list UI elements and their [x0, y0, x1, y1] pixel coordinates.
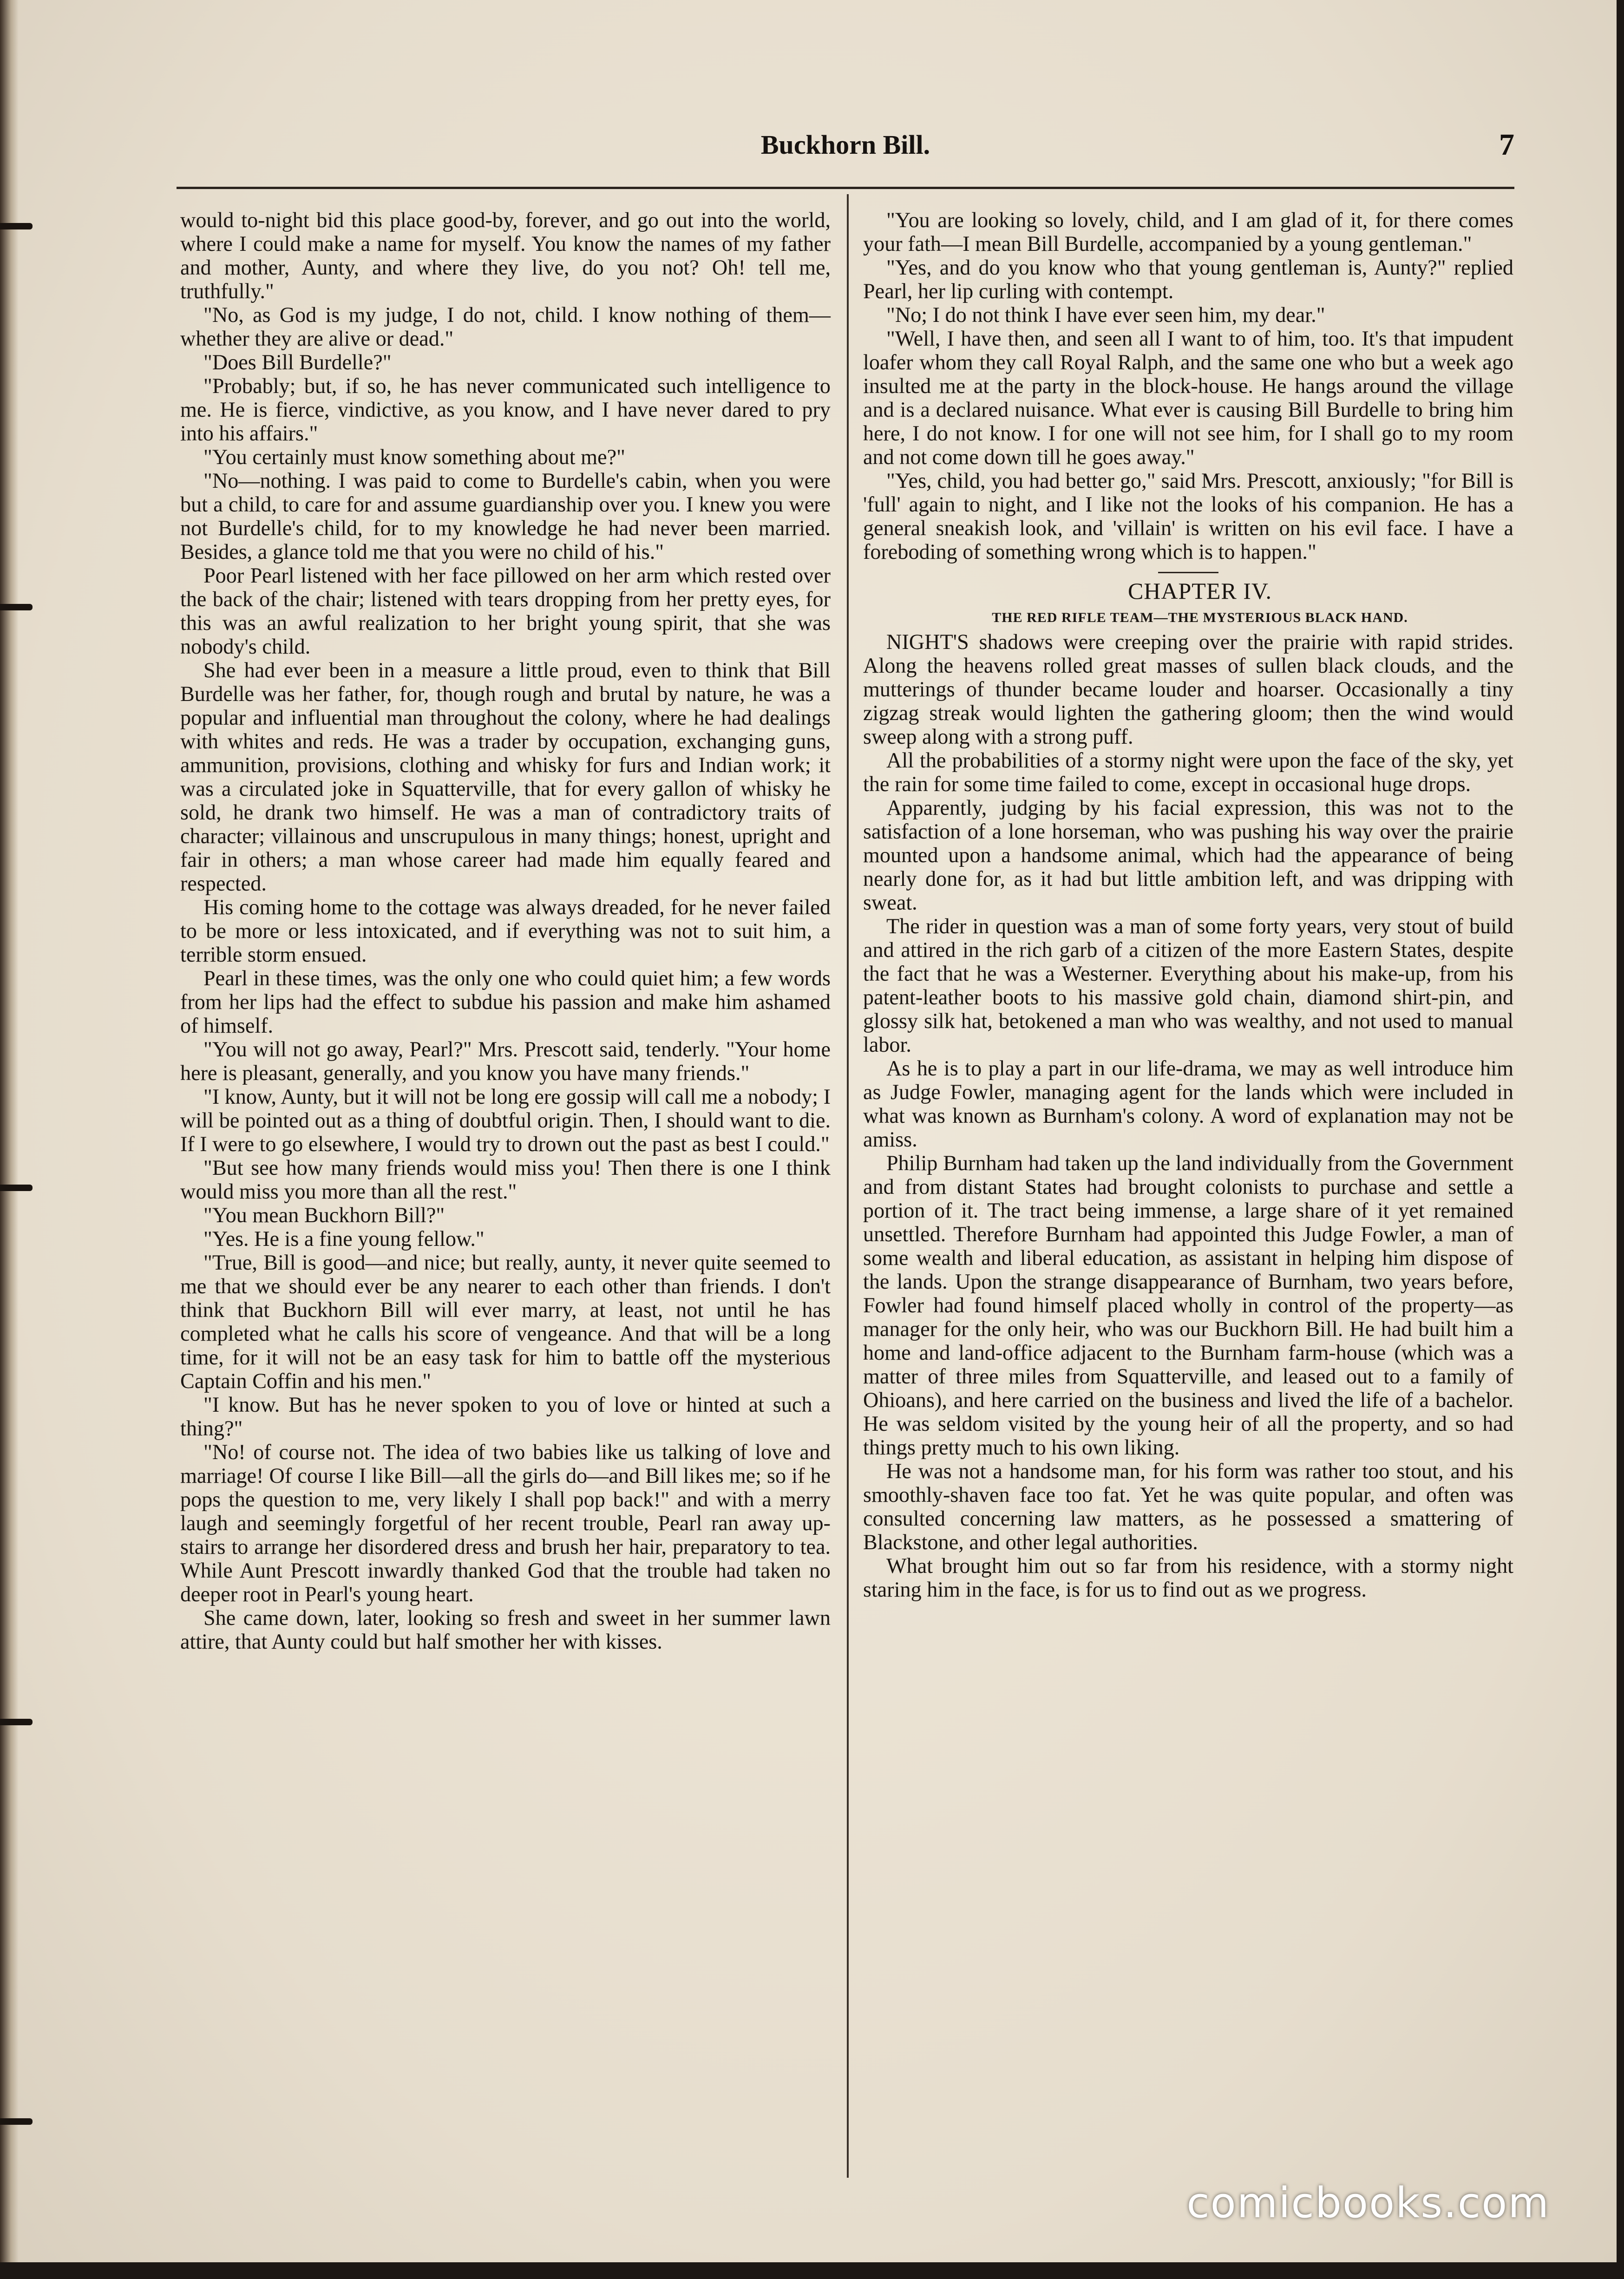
binding-stitch [0, 223, 33, 229]
column-divider [847, 194, 849, 2178]
paragraph: Poor Pearl listened with her face pillowed on her arm which rested over the back of the chair; listened with tears dropping from her pretty eyes, for this was an awful realization to her bright young spirit, that she was nobody's child. [180, 563, 831, 658]
paragraph: Apparently, judging by his facial expression, this was not to the satisfaction of a lone horseman, who was pushing his way over the prairie mounted upon a handsome animal, which had the appearance of being nearly done for, as it had but little ambition left, and was dripping with sweat. [863, 796, 1513, 914]
paragraph: "You certainly must know something about me?" [203, 445, 625, 469]
paragraph: "Does Bill Burdelle?" [203, 350, 392, 374]
paragraph: Philip Burnham had taken up the land individually from the Government and from distant States had brought colonists to purchase and settle a portion of it. The tract being immense, a large share of it yet remained unsettled. Therefore Burnham had appointed this Judge Fowler, a man of some wealth and liberal education, as assistant in helping him dispose of the lands. Upon the strange disappearance of Burnham, two years before, Fowler had found himself placed wholly in control of the property—as manager for the only heir, who was our Buckhorn Bill. He had built him a home and land-office adjacent to the Burnham farm-house (which was a matter of three miles from Squatterville, and leased out to a family of Ohioans), and here carried on the business and lived the life of a bachelor. He was seldom visited by the young heir of all the property, and so had things pretty much to his own liking. [863, 1151, 1513, 1459]
running-head [177, 129, 1514, 171]
paragraph: "I know, Aunty, but it will not be long ere gossip will call me a nobody; I will be pointed out as a thing of doubtful origin. Then, I should want to die. If I were to go elsewhere, I would try to drown out the past as best I could." [180, 1085, 831, 1156]
paragraph: "But see how many friends would miss you! Then there is one I think would miss you more than all the rest." [180, 1156, 831, 1203]
binding-stitch [0, 1185, 33, 1191]
binding-stitch [0, 2118, 33, 2125]
right-column [863, 208, 1513, 1601]
page-number: 7 [1499, 128, 1514, 162]
page-title: Buckhorn Bill. [760, 130, 930, 160]
paragraph: "Yes, child, you had better go," said Mrs. Prescott, anxiously; "for Bill is 'full' again to night, and I like not the looks of his companion. He has a general sneakish look, and 'villain' is written on his evil face. I have a foreboding of something wrong which is to happen." [863, 469, 1513, 563]
chapter-subtitle: THE RED RIFLE TEAM—THE MYSTERIOUS BLACK HAND. [992, 610, 1408, 625]
paragraph: "I know. But has he never spoken to you of love or hinted at such a thing?" [180, 1393, 831, 1440]
paragraph: Pearl in these times, was the only one who could quiet him; a few words from her lips had the effect to subdue his passion and make him ashamed of himself. [180, 966, 831, 1037]
paragraph: "Well, I have then, and seen all I want to of him, too. It's that impudent loafer whom they call Royal Ralph, and the same one who but a week ago insulted me at the party in the block-house. He hangs around the village and is a declared nuisance. What ever is causing Bill Burdelle to bring him here, I do not know. I for one will not see him, for I shall go to my room and not come down till he goes away." [863, 327, 1513, 469]
paragraph: "You mean Buckhorn Bill?" [203, 1203, 445, 1227]
watermark: comicbooks.com [1186, 2179, 1550, 2227]
paragraph: "No; I do not think I have ever seen him, my dear." [886, 303, 1325, 327]
paragraph: "You are looking so lovely, child, and I am glad of it, for there comes your fath—I mean Bill Burdelle, accompanied by a young gentleman." [863, 208, 1513, 255]
binding-stitch [0, 1719, 33, 1725]
paragraph: His coming home to the cottage was always dreaded, for he never failed to be more or less intoxicated, and if everything was not to suit him, a terrible storm ensued. [180, 895, 831, 966]
paragraph: He was not a handsome man, for his form was rather too stout, and his smoothly-shaven face too fat. Yet he was quite popular, and often was consulted concerning law matters, as he possessed a smattering of Blackstone, and other legal authorities. [863, 1459, 1513, 1554]
chapter-rule [1158, 572, 1218, 573]
header-rule [177, 187, 1514, 189]
paragraph: "True, Bill is good—and nice; but really, aunty, it never quite seemed to me that we should ever be any nearer to each other than friends. I don't think that Buckhorn Bill will ever marry, at least, not until he has completed what he calls his score of vengeance. And that will be a long time, for it will not be an easy task for him to battle off the mysterious Captain Coffin and his men." [180, 1251, 831, 1393]
paragraph: NIGHT'S shadows were creeping over the prairie with rapid strides. Along the heavens rolled great masses of sullen black clouds, and the mutterings of thunder became louder and hoarser. Occasionally a tiny zigzag streak would lighten the gathering gloom; then the wind would sweep along with a strong puff. [863, 630, 1513, 748]
paragraph: "Yes. He is a fine young fellow." [203, 1227, 485, 1251]
paragraph: "No—nothing. I was paid to come to Burdelle's cabin, when you were but a child, to care for and assume guardianship over you. I knew you were not Burdelle's child, for to my knowledge he had never been married. Besides, a glance told me that you were no child of his." [180, 469, 831, 563]
paragraph: She had ever been in a measure a little proud, even to think that Bill Burdelle was her father, for, though rough and brutal by nature, he was a popular and influential man throughout the colony, where he had dealings with whites and reds. He was a trader by occupation, exchanging guns, ammunition, provisions, clothing and whisky for furs and Indian work; it was a circulated joke in Squatterville, that for every gallon of whisky he sold, he drank two himself. He was a man of contradictory traits of character; villainous and unscrupulous in many things; honest, upright and fair in others; a man whose career had made him equally feared and respected. [180, 658, 831, 895]
paragraph: "You will not go away, Pearl?" Mrs. Prescott said, tenderly. "Your home here is pleasant, generally, and you know you have many friends." [180, 1037, 831, 1085]
paragraph: "No! of course not. The idea of two babies like us talking of love and marriage! Of course I like Bill—all the girls do—and Bill likes me; so if he pops the question to me, very likely I shall pop back!" and with a merry laugh and seemingly forgetful of her recent trouble, Pearl ran away up-stairs to arrange her disordered dress and brush her hair, preparatory to tea. While Aunt Prescott inwardly thanked God that the trouble had taken no deeper root in Pearl's young heart. [180, 1440, 831, 1606]
paragraph: All the probabilities of a stormy night were upon the face of the sky, yet the rain for some time failed to come, except in occasional huge drops. [863, 748, 1513, 796]
paragraph: The rider in question was a man of some forty years, very stout of build and attired in the rich garb of a citizen of the more Eastern States, despite the fact that he was a Westerner. Everything about his make-up, from his patent-leather boots to his massive gold chain, diamond shirt-pin, and glossy silk hat, betokened a man who was wealthy, and not used to manual labor. [863, 914, 1513, 1056]
paragraph: As he is to play a part in our life-drama, we may as well introduce him as Judge Fowler, managing agent for the lands which were included in what was known as Burnham's colony. A word of explanation may not be amiss. [863, 1056, 1513, 1151]
binding-shadow [0, 0, 19, 2262]
paragraph: "No, as God is my judge, I do not, child. I know nothing of them—whether they are alive or dead." [180, 303, 831, 350]
paragraph: "Probably; but, if so, he has never communicated such intelligence to me. He is fierce, vindictive, as you know, and I have never dared to pry into his affairs." [180, 374, 831, 445]
paragraph: What brought him out so far from his residence, with a stormy night staring him in the face, is for us to find out as we progress. [863, 1554, 1513, 1601]
binding-stitch [0, 604, 33, 610]
paragraph: She came down, later, looking so fresh and sweet in her summer lawn attire, that Aunty could but half smother her with kisses. [180, 1606, 831, 1653]
left-column [180, 208, 831, 1653]
paragraph: would to-night bid this place good-by, forever, and go out into the world, where I could make a name for myself. You know the names of my father and mother, Aunty, and where they live, do you not? Oh! tell me, truthfully." [180, 208, 831, 303]
chapter-heading: CHAPTER IV. [1127, 578, 1272, 604]
paragraph: "Yes, and do you know who that young gentleman is, Aunty?" replied Pearl, her lip curling with contempt. [863, 255, 1513, 303]
